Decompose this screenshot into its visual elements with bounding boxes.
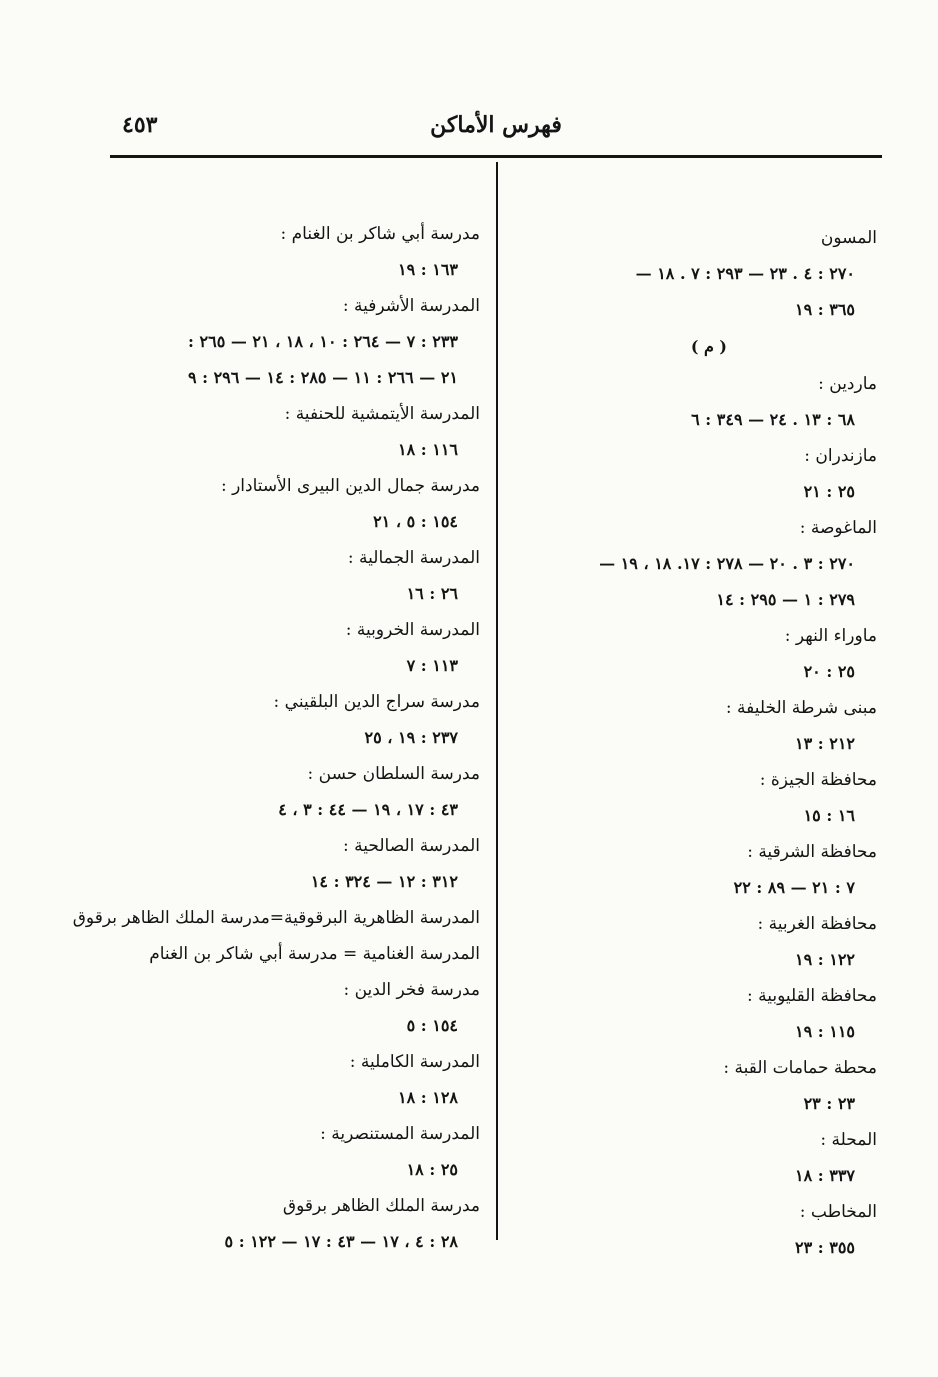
index-page-references: ٢٥ : ٢٠ [803,662,855,681]
index-page-references: ٢٣٣ : ٧ — ٢٦٤ : ١٠ ، ١٨ ، ٢١ — ٢٦٥ : [188,332,458,351]
index-entry-heading: المدرسة الصالحية : [343,836,480,856]
index-entry-heading: مدرسة سراج الدين البلقيني : [273,692,480,712]
page-header [110,112,882,156]
index-entry-heading: المدرسة الأشرفية : [342,296,480,316]
index-entry-heading: ماوراء النهر : [784,626,877,646]
index-entry-heading: محافظة الشرقية : [747,842,877,862]
index-page-references: ١٢٨ : ١٨ [397,1088,458,1107]
index-page-references: ٢٣ : ٢٣ [803,1094,855,1113]
index-page-references: ٢٨ : ٤ ، ١٧ — ٤٣ : ١٧ — ١٢٢ : ٥ [224,1232,458,1251]
index-entry-heading: المدرسة المستنصرية : [320,1124,480,1144]
index-entry-heading: الماغوصة : [799,518,877,538]
index-letter-heading: ( م ) [690,337,727,356]
index-page-references: ٦٨ : ١٣ . ٢٤ — ٣٤٩ : ٦ [691,410,855,429]
index-entry-heading: المدرسة الأيتمشية للحنفية : [284,404,480,424]
index-page-references: ١٥٤ : ٥ [406,1016,458,1035]
index-entry-heading: مدرسة أبي شاكر بن الغنام : [280,224,480,244]
index-entry-heading: مدرسة جمال الدين البيرى الأستادار : [220,476,480,496]
index-entry-heading: المحلة : [820,1130,877,1150]
index-entry-heading: مدرسة الملك الظاهر برقوق [282,1196,480,1216]
index-page-references: ١١٣ : ٧ [406,656,458,675]
index-entry-heading: مدرسة فخر الدين : [343,980,480,1000]
index-entry-heading: المدرسة الخروبية : [345,620,480,640]
index-page-references: ٣٥٥ : ٢٣ [794,1238,855,1257]
index-entry-heading: المدرسة الظاهرية البرقوقية=مدرسة الملك الظاهر برقوق [72,908,480,928]
index-page-references: ١١٥ : ١٩ [794,1022,855,1041]
index-page-references: ٢٧٩ : ١ — ٢٩٥ : ١٤ [716,590,855,609]
index-entry-heading: ماردين : [818,374,877,394]
index-page-references: ٧ : ٢١ — ٨٩ : ٢٢ [733,878,855,897]
index-page-references: ٢٧٠ : ٤ . ٢٣ — ٢٩٣ : ٧ . ١٨ — [635,264,855,283]
index-page-references: ٣٣٧ : ١٨ [794,1166,855,1185]
index-page-references: ٢٥ : ١٨ [406,1160,458,1179]
page-title: فهرس الأماكن [430,112,562,138]
index-page-references: ١٢٢ : ١٩ [794,950,855,969]
index-entry-heading: محطة حمامات القبة : [723,1058,877,1078]
index-page-references: ٢٥ : ٢١ [803,482,855,501]
index-column-left [72,216,480,1260]
index-page-references: ١٦ : ١٥ [803,806,855,825]
page-number: ٤٥٣ [122,112,158,138]
index-entry-heading: مازندران : [804,446,877,466]
index-entry-heading: مبنى شرطة الخليفة : [725,698,877,718]
index-page-references: ٢١ — ٢٦٦ : ١١ — ٢٨٥ : ١٤ — ٢٩٦ : ٩ [187,368,458,387]
index-entry-heading: محافظة الجيزة : [759,770,877,790]
index-page-references: ١٦٣ : ١٩ [397,260,458,279]
column-divider [496,162,498,1240]
index-entry-heading: المدرسة الكاملية : [349,1052,480,1072]
index-page-references: ٣١٢ : ١٢ — ٣٢٤ : ١٤ [310,872,458,891]
index-page-references: ٢١٢ : ١٣ [794,734,855,753]
index-page-references: ٢٣٧ : ١٩ ، ٢٥ [364,728,458,747]
index-page-references: ٣٦٥ : ١٩ [794,300,855,319]
index-page-references: ١٥٤ : ٥ ، ٢١ [373,512,458,531]
index-entry-heading: المخاطب : [799,1202,877,1222]
index-page-references: ١١٦ : ١٨ [397,440,458,459]
index-entry-heading: محافظة القليوبية : [747,986,877,1006]
index-entry-heading: المسون [820,228,877,248]
index-entry-heading: المدرسة الغنامية = مدرسة أبي شاكر بن الغنام [149,944,480,964]
index-entry-heading: مدرسة السلطان حسن : [307,764,480,784]
header-rule [110,155,882,158]
index-column-right [515,220,877,1266]
index-entry-heading: المدرسة الجمالية : [347,548,480,568]
index-entry-heading: محافظة الغربية : [757,914,877,934]
index-page-references: ٢٦ : ١٦ [406,584,458,603]
index-page-references: ٤٣ : ١٧ ، ١٩ — ٤٤ : ٣ ، ٤ [278,800,458,819]
index-page-references: ٢٧٠ : ٣ . ٢٠ — ٢٧٨ : ١٧. ١٨ ، ١٩ — [599,554,855,573]
